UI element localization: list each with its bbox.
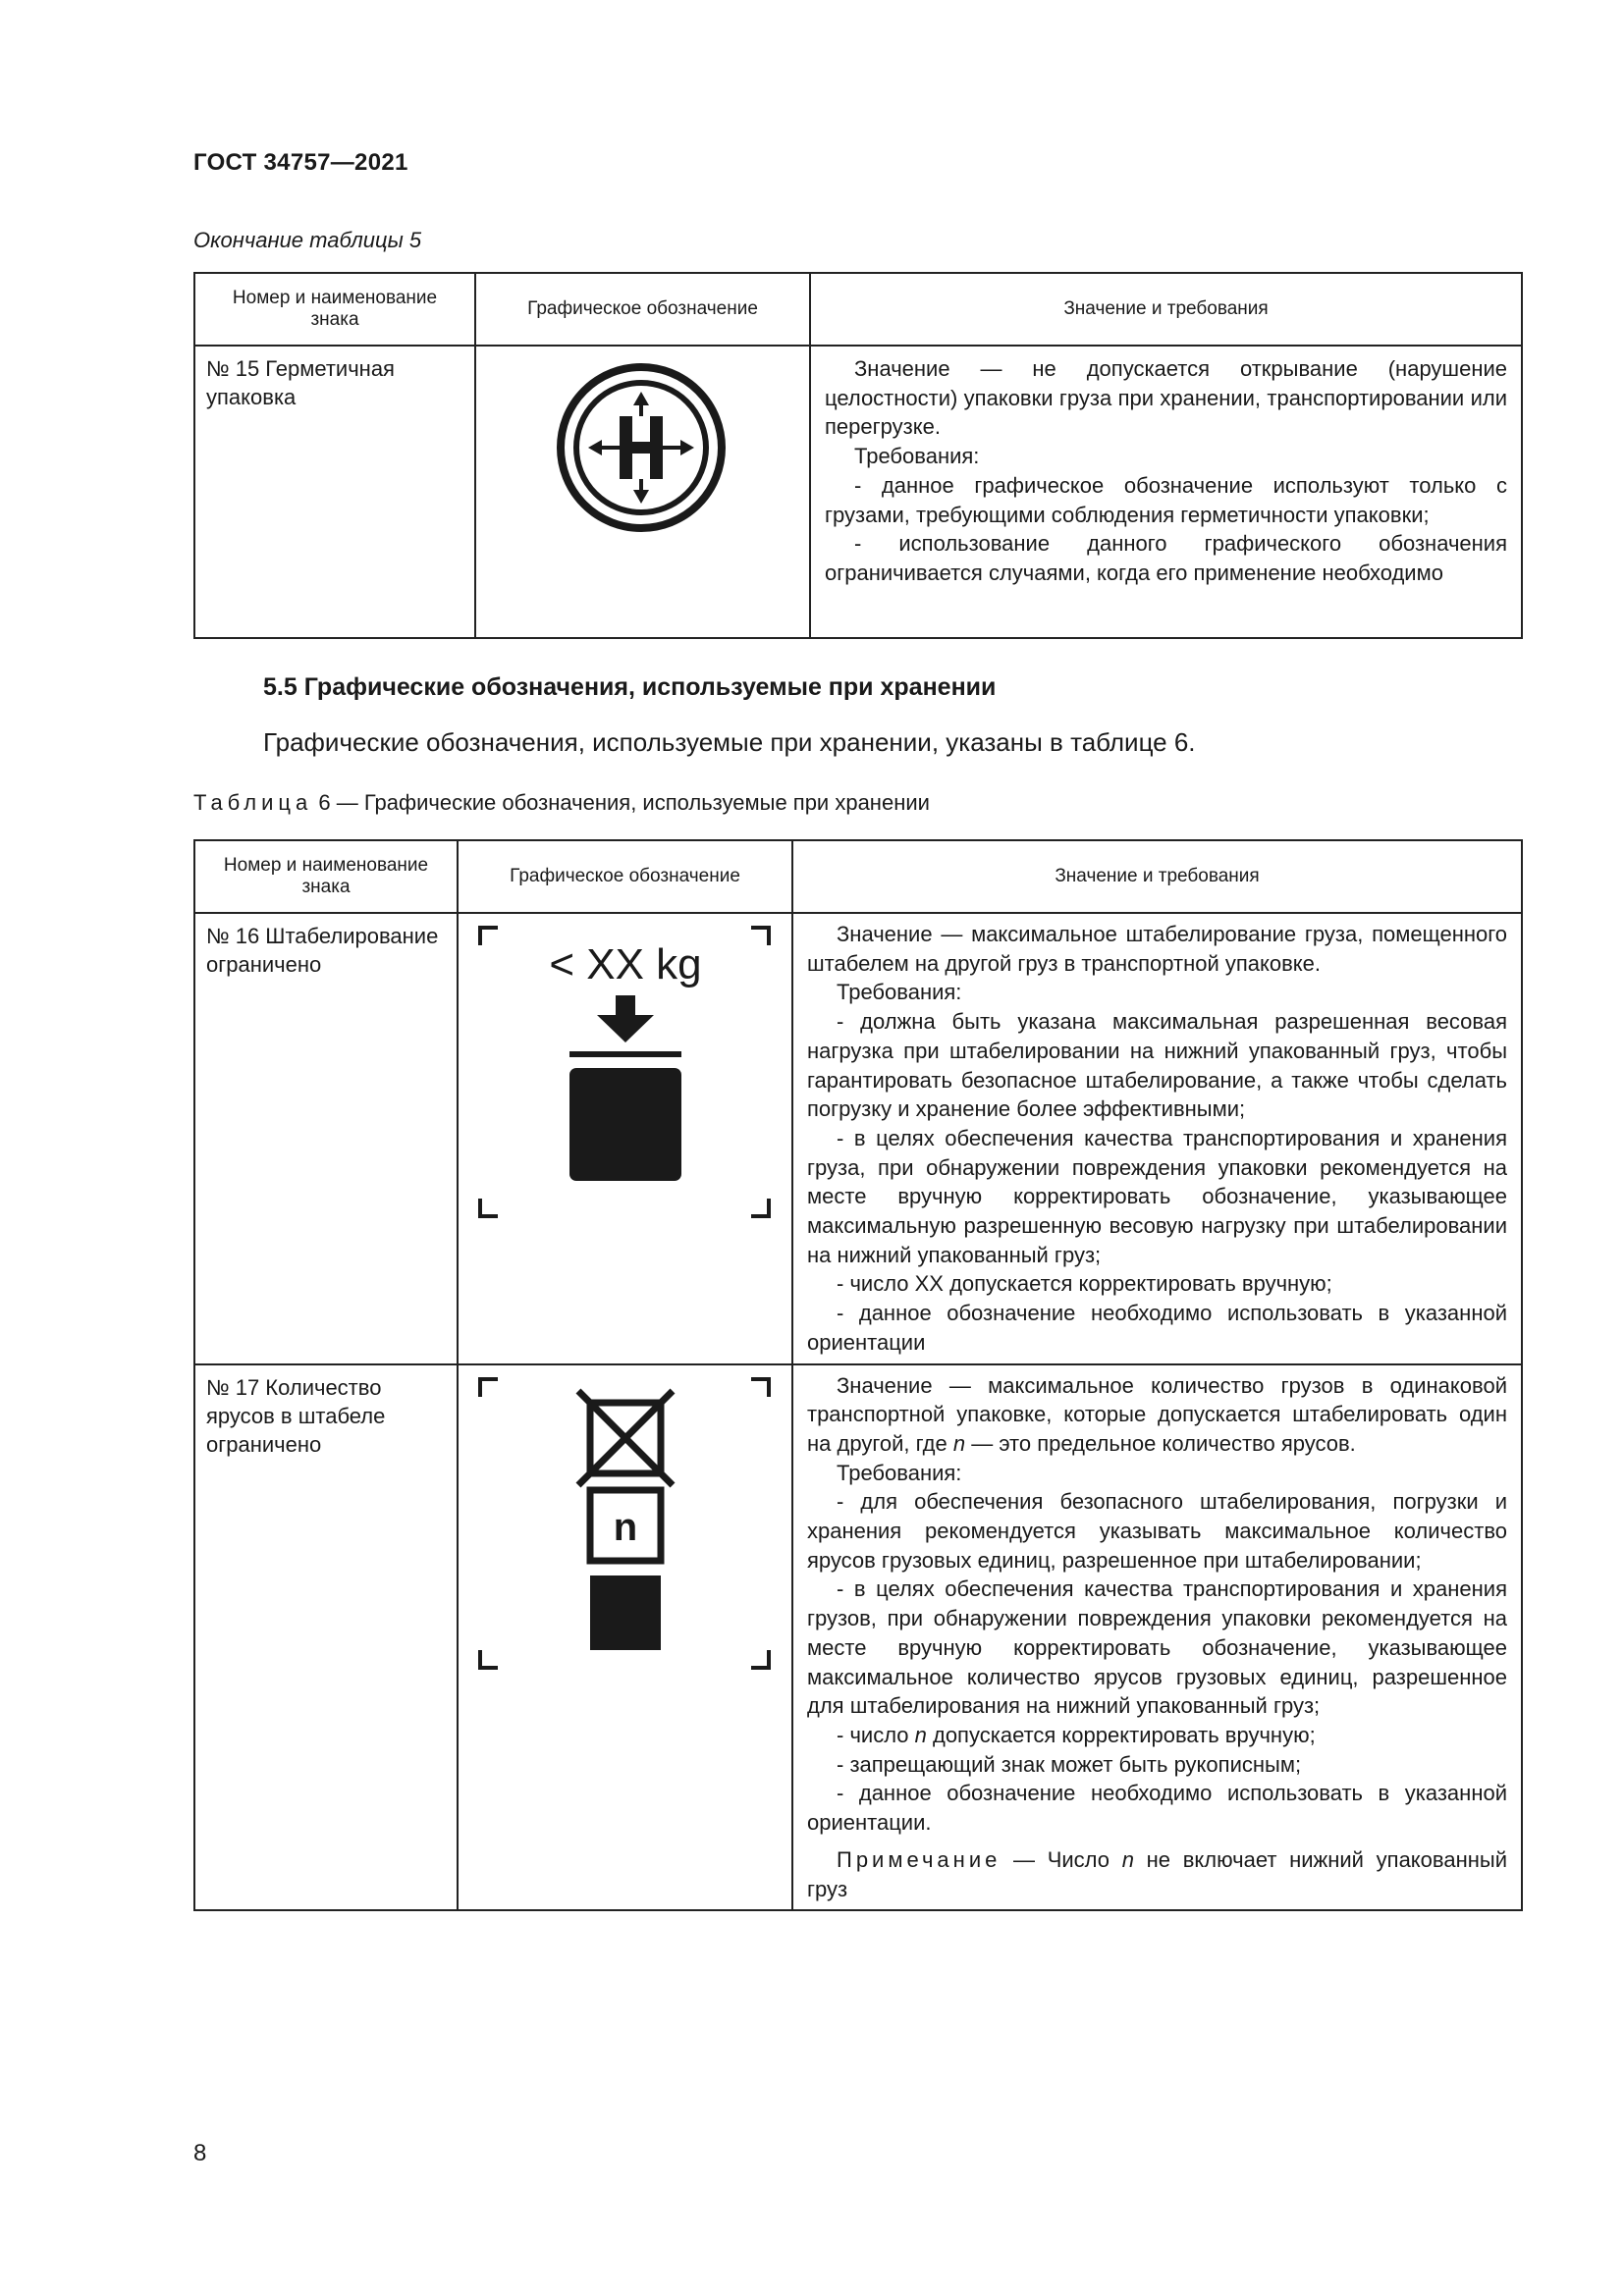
table-row	[194, 1364, 1522, 1911]
sign-15-requirements-label: Требования:	[854, 444, 980, 469]
sign-15-requirement-item: - данное графическое обозначение используют только с грузами, требующими соблюдения герметичности упаковки;	[825, 472, 1507, 527]
table5-continuation-caption: Окончание таблицы 5	[193, 228, 422, 252]
sign-17-graphic-cell	[458, 1364, 792, 1911]
sign-15-description	[810, 346, 1522, 638]
table6-col-meaning: Значение и требования	[792, 840, 1522, 913]
sign-17-meaning: Значение — максимальное количество грузов в одинаковой транспортной упаковке, которые допускается штабелировать один на другой, где n — это предельное количество ярусов.	[807, 1372, 1507, 1456]
sign-17-requirements-label: Требования:	[837, 1460, 962, 1485]
sign-16-requirement-item: - данное обозначение необходимо использовать в указанной ориентации	[807, 1301, 1507, 1355]
sign-16-graphic-cell	[458, 913, 792, 1364]
sign-15-requirement-item: - использование данного графического обозначения ограничивается случаями, когда его применение необходимо	[825, 531, 1507, 585]
sign-15-graphic-cell	[475, 346, 810, 638]
sign-15-meaning: Значение — не допускается открывание (нарушение целостности) упаковки груза при хранении, транспортировании или перегрузке.	[825, 356, 1507, 440]
sign-17-requirement-item: - в целях обеспечения качества транспортирования и хранения грузов, при обнаружении повреждения упаковки рекомендуется на месте вручную корректировать обозначение, указывающее максимальное количество ярусов грузовых единиц, разрешенное для штабелирования на нижний упакованный груз;	[807, 1576, 1507, 1719]
sign-16-description	[792, 913, 1522, 1364]
sign-17-requirement-item: - число n допускается корректировать вручную;	[837, 1722, 1316, 1747]
page-number: 8	[193, 2140, 207, 2166]
table5-col-meaning: Значение и требования	[810, 273, 1522, 346]
table5-col-graphic: Графическое обозначение	[475, 273, 810, 346]
table-6	[193, 839, 1523, 1911]
sign-15-name: № 15 Герметичная упаковка	[194, 346, 475, 638]
table6-caption-label: Таблица	[193, 790, 313, 815]
sign-16-meaning: Значение — максимальное штабелирование груза, помещенного штабелем на другой груз в транспортной упаковке.	[807, 922, 1507, 976]
sign-16-requirement-item: - должна быть указана максимальная разрешенная весовая нагрузка при штабелировании на нижний упакованный груз, чтобы гарантировать безопасное штабелирование, а также чтобы сделать погрузку и хранение более эффективными;	[807, 1009, 1507, 1122]
sign-17-requirement-item: - данное обозначение необходимо использовать в указанной ориентации.	[807, 1781, 1507, 1836]
sign-16-name: № 16 Штабелирование ограничено	[194, 913, 458, 1364]
table6-caption-text: 6 — Графические обозначения, используемые при хранении	[312, 790, 930, 815]
stacking-mass-label: < XX kg	[549, 940, 702, 988]
sign-17-note: Примечание — Число n не включает нижний упакованный груз	[807, 1846, 1507, 1901]
stacking-limit-mass-icon	[459, 914, 793, 1238]
sign-17-requirement-item: - запрещающий знак может быть рукописным;	[837, 1751, 1302, 1777]
section-paragraph: Графические обозначения, используемые при хранении, указаны в таблице 6.	[263, 727, 1196, 757]
tiers-variable-label: n	[613, 1505, 638, 1549]
section-heading: 5.5 Графические обозначения, используемые при хранении	[263, 673, 997, 701]
sign-16-requirement-item: - число XX допускается корректировать вручную;	[837, 1271, 1332, 1297]
table6-header-row	[194, 840, 1522, 913]
table6-caption	[193, 790, 930, 816]
document-number: ГОСТ 34757—2021	[193, 149, 408, 176]
sign-17-requirement-item: - для обеспечения безопасного штабелирования, погрузки и хранения рекомендуется указывать максимальное количество ярусов грузовых единиц, разрешенное при штабелировании;	[807, 1489, 1507, 1573]
table6-col-graphic: Графическое обозначение	[458, 840, 792, 913]
table5-header-row	[194, 273, 1522, 346]
hermetic-packaging-icon	[476, 347, 811, 637]
sign-17-description	[792, 1364, 1522, 1911]
table-row	[194, 913, 1522, 1364]
sign-17-name: № 17 Количество ярусов в штабеле ограничено	[194, 1364, 458, 1911]
table-row	[194, 346, 1522, 638]
table6-col-name: Номер и наименование знака	[194, 840, 458, 913]
sign-16-requirement-item: - в целях обеспечения качества транспортирования и хранения груза, при обнаружении повреждения упаковки рекомендуется на месте вручную корректировать обозначение, указывающее максимальную разрешенную весовую нагрузку при штабелировании на нижний упакованный груз;	[807, 1125, 1507, 1267]
table5-col-name: Номер и наименование знака	[194, 273, 475, 346]
table-5	[193, 272, 1523, 639]
stacking-limit-tiers-icon	[459, 1365, 793, 1689]
sign-16-requirements-label: Требования:	[837, 980, 962, 1005]
